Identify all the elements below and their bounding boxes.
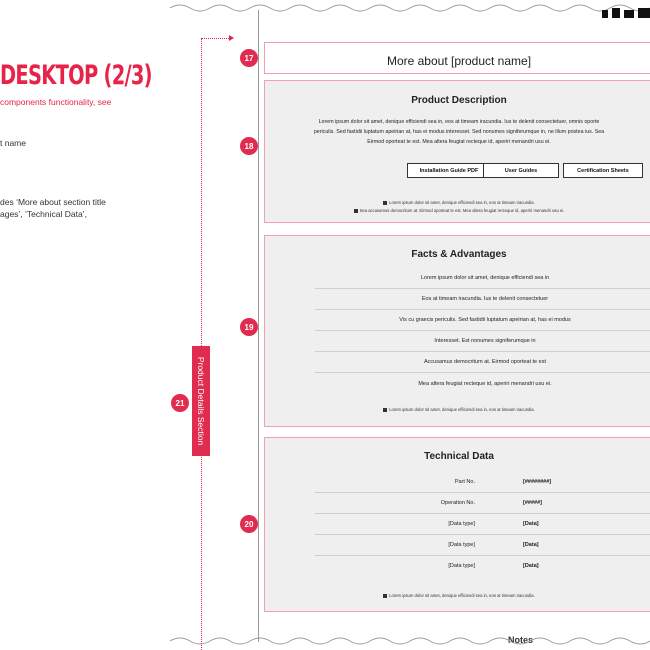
facts-footnote: Lorem ipsum dolor sit amet, denique efficiendi sea in, eos at timeam iracundia.	[265, 407, 650, 412]
technical-value: [########]	[523, 479, 552, 485]
marker-20: 20	[240, 515, 258, 533]
notes-heading: Notes	[508, 635, 534, 645]
technical-heading: Technical Data	[424, 451, 494, 462]
marker-21: 21	[171, 394, 189, 412]
user-guides-button[interactable]: User Guides	[483, 163, 559, 178]
marker-18: 18	[240, 137, 258, 155]
product-description-heading: Product Description	[411, 95, 507, 106]
technical-value: [Data]	[523, 521, 539, 527]
installation-guide-button[interactable]: Installation Guide PDF	[407, 163, 491, 178]
facts-advantages-section	[264, 235, 650, 427]
facts-heading: Facts & Advantages	[411, 249, 507, 260]
arrow-right-icon	[229, 35, 234, 41]
fact-item: Mea altera feugiat recteque id, aperiri menandri usu ei.	[418, 380, 552, 387]
brand-logo-icon	[598, 8, 650, 18]
more-about-section	[264, 42, 650, 74]
spec-subtitle: components functionality, see	[0, 97, 112, 107]
fact-item: Vis cu graecis periculis. Sed fastidii luptatum apeirian at, has ei modus	[315, 310, 650, 331]
fact-item: Interesset. Est nonumes signiferumque in	[315, 331, 650, 352]
technical-row	[315, 472, 650, 493]
description-line-3: Eirmod oporteat te est. Mea altera feugiat recteque id, aperiri menandri usu ei.	[367, 139, 551, 145]
spec-title: DESKTOP (2/3)	[0, 60, 152, 91]
fact-item: Accusamus democritum at. Eirmod oporteat te est	[315, 352, 650, 373]
technical-value: [Data]	[523, 542, 539, 548]
technical-row	[315, 514, 650, 535]
section-tag: Product Details Section	[192, 346, 210, 456]
fact-item: Lorem ipsum dolor sit amet, denique efficiendi sea in	[315, 268, 650, 289]
technical-label: [Data type]	[448, 563, 475, 569]
technical-label: Operation No.	[440, 500, 475, 506]
section-bracket-top	[201, 38, 231, 39]
description-line-1: Lorem ipsum dolor sit amet, denique efficiendi sea in, eos at timeam iracundia. Ius te delenit consectetuer, omnis oporte	[318, 119, 600, 125]
technical-value: [#####]	[523, 500, 542, 506]
description-footnote-1: Lorem ipsum dolor sit amet, denique efficiendi sea in, eos at timeam iracundia.	[265, 200, 650, 205]
technical-label: [Data type]	[448, 542, 475, 548]
certification-sheets-button[interactable]: Certification Sheets	[563, 163, 643, 178]
marker-19: 19	[240, 318, 258, 336]
description-footnote-2: Sea accusamus democritum at. Eirmod oporteat te est. Mea altera feugiat recteque id, aperiri menandri usu ei.	[265, 208, 650, 213]
technical-row	[315, 535, 650, 556]
technical-row	[315, 556, 650, 577]
technical-label: Part No.	[454, 479, 475, 485]
spec-note-3: ages’, ‘Technical Data’,	[0, 209, 87, 219]
product-description-section	[264, 80, 650, 223]
fact-item: Eos at timeam iracundia. Ius te delenit consectetuer	[315, 289, 650, 310]
more-about-title: More about [product name]	[386, 54, 532, 68]
spec-note-2: des ‘More about section title	[0, 197, 106, 207]
technical-row	[315, 493, 650, 514]
technical-value: [Data]	[523, 563, 539, 569]
technical-footnote: Lorem ipsum dolor sit amet, denique efficiendi sea in, eos at timeam iracundia.	[265, 593, 650, 598]
spec-note-1: t name	[0, 138, 26, 148]
marker-17: 17	[240, 49, 258, 67]
technical-data-section	[264, 437, 650, 612]
torn-edge-top	[170, 2, 650, 16]
torn-edge-bottom	[170, 634, 650, 648]
section-bracket-line	[201, 38, 202, 650]
technical-label: [Data type]	[448, 521, 475, 527]
description-line-2: periculis. Sed fastidii luptatum apeirian at, has ei modus interesset. Sed nonumes signiferumque in, ne illum postea ius. Sea	[313, 129, 605, 135]
